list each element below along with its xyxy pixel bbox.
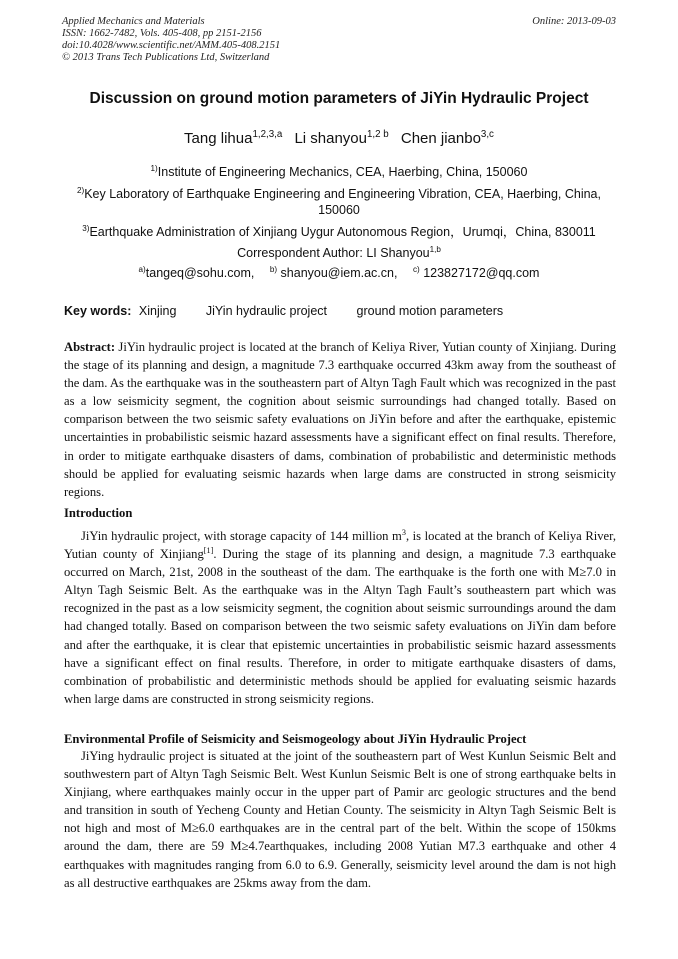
affiliation-2: $^{2)}$Key Laboratory of Earthquake Engineering and Engineering Vibration, CEA, Haerbing, China, 150060 [77, 185, 601, 217]
email: $^{b)}$ shanyou@iem.ac.cn, [269, 264, 398, 280]
author: Tang lihua$^{1,2,3,a}$ [184, 129, 283, 147]
keywords [64, 304, 618, 318]
correspondent-author: Correspondent Author: LI Shanyou$^{1,b}$ [237, 244, 441, 260]
email-list [40, 266, 638, 280]
section-heading-environmental-profile: Environmental Profile of Seismicity and Seismogeology about JiYin Hydraulic Project [64, 732, 527, 746]
section-heading-introduction: Introduction [64, 506, 133, 520]
abstract-text: JiYin hydraulic project is located at the branch of Keliya River, Yutian county of Xinjiang. During the stage of its planning and design, a magnitude 7.3 earthquake occurred 43km away from the southeast of the dam. As the earthquake was in the southeastern part of Altyn Tagh Fault which was recognized in the past as a low seismicity segment, the cognition about seismic surroundings had changed totally. Based on comparison between the two seismic safety evaluations on JiYin before and after the earthquake, epistemic uncertainties in probabilistic seismic hazard assessments have a significant effect on final results. Therefore, in order to mitigate earthquake disasters of dams, combination of probabilistic and deterministic methods should be applied for evaluating seismic hazards when large dams are constructed in strong seismicity regions. [64, 340, 616, 499]
email: $^{c)}$ 123827172@qq.com [412, 264, 540, 280]
copyright-line: © 2013 Trans Tech Publications Ltd, Switzerland [62, 52, 270, 63]
introduction-paragraph: JiYin hydraulic project, with storage capacity of 144 million $m^3$, is located at the branch of Keliya River, Yutian county of Xinjiang[1]. During the stage of its planning and design, a magnitude 7.3 earthquake occurred on March, 21st, 2008 in the southeast of the dam. The earthquake is the forth one with M≥7.0 in Altyn Tagh Seismic Belt. As the earthquake was in the Altyn Tagh Fault’s southeastern part which was recognized in the past as a low seismicity segment, the cognition about seismic surroundings around the dam had changed totally. Based on comparison between the two seismic safety evaluations on JiYin dam before and after the earthquake, it is clear that epistemic uncertainties in probabilistic seismic hazard assessments have a significant effect on final results. Therefore, in order to mitigate earthquake disasters of dams, combination of probabilistic and deterministic methods should be applied for evaluating seismic hazards when large dams are constructed in strong seismicity regions. [64, 527, 616, 706]
abstract [64, 338, 616, 501]
affiliation-1: $^{1)}$Institute of Engineering Mechanics, CEA, Haerbing, China, 150060 [150, 163, 528, 179]
keyword: Xinjing [138, 304, 177, 318]
doi-line: doi:10.4028/www.scientific.net/AMM.405-408.2151 [62, 40, 281, 51]
author-list [40, 130, 638, 147]
abstract-label: Abstract: [64, 340, 116, 354]
environmental-paragraph: JiYing hydraulic project is situated at the joint of the southeastern part of West Kunlun Seismic Belt and southwestern part of Altyn Tagh Seismic Belt. West Kunlun Seismic Belt is one of strong earthquake belts in Xinjiang, where earthquakes mainly occur in the upper part of Pamir arc geologic structures and the bend and transition in south of Yecheng County and Hetian County. The seismicity in Altyn Tagh Seismic Belt is not high and most of M≥6.0 earthquakes are in the central part of the belt. Within the scope of 150kms around the dam, there are 59 M≥4.7earthquakes, including 2008 Yutian M7.3 earthquake and other 4 earthquakes with magnitudes ranging from 6.0 to 6.9. Generally, seismicity level around the dam is not high as all destructive earthquakes are 25kms away from the dam. [64, 749, 616, 890]
author: Chen jianbo$^{3,c}$ [400, 129, 494, 147]
author: Li shanyou$^{1,2 b}$ [294, 129, 389, 147]
online-date: Online: 2013-09-03 [532, 16, 616, 27]
journal-name: Applied Mechanics and Materials [62, 16, 205, 27]
keyword: ground motion parameters [356, 304, 504, 318]
keywords-label: Key words: [64, 304, 132, 318]
journal-header [62, 16, 616, 64]
affiliation-3: $^{3)}$Earthquake Administration of Xinjiang Uygur Autonomous Region，Urumqi，China, 830011 [82, 223, 596, 239]
email: $^{a)}$tangeq@sohu.com, [138, 264, 255, 280]
paper-title: Discussion on ground motion parameters of JiYin Hydraulic Project [89, 90, 589, 107]
issn-line: ISSN: 1662-7482, Vols. 405-408, pp 2151-2156 [62, 28, 262, 39]
keyword: JiYin hydraulic project [205, 304, 328, 318]
